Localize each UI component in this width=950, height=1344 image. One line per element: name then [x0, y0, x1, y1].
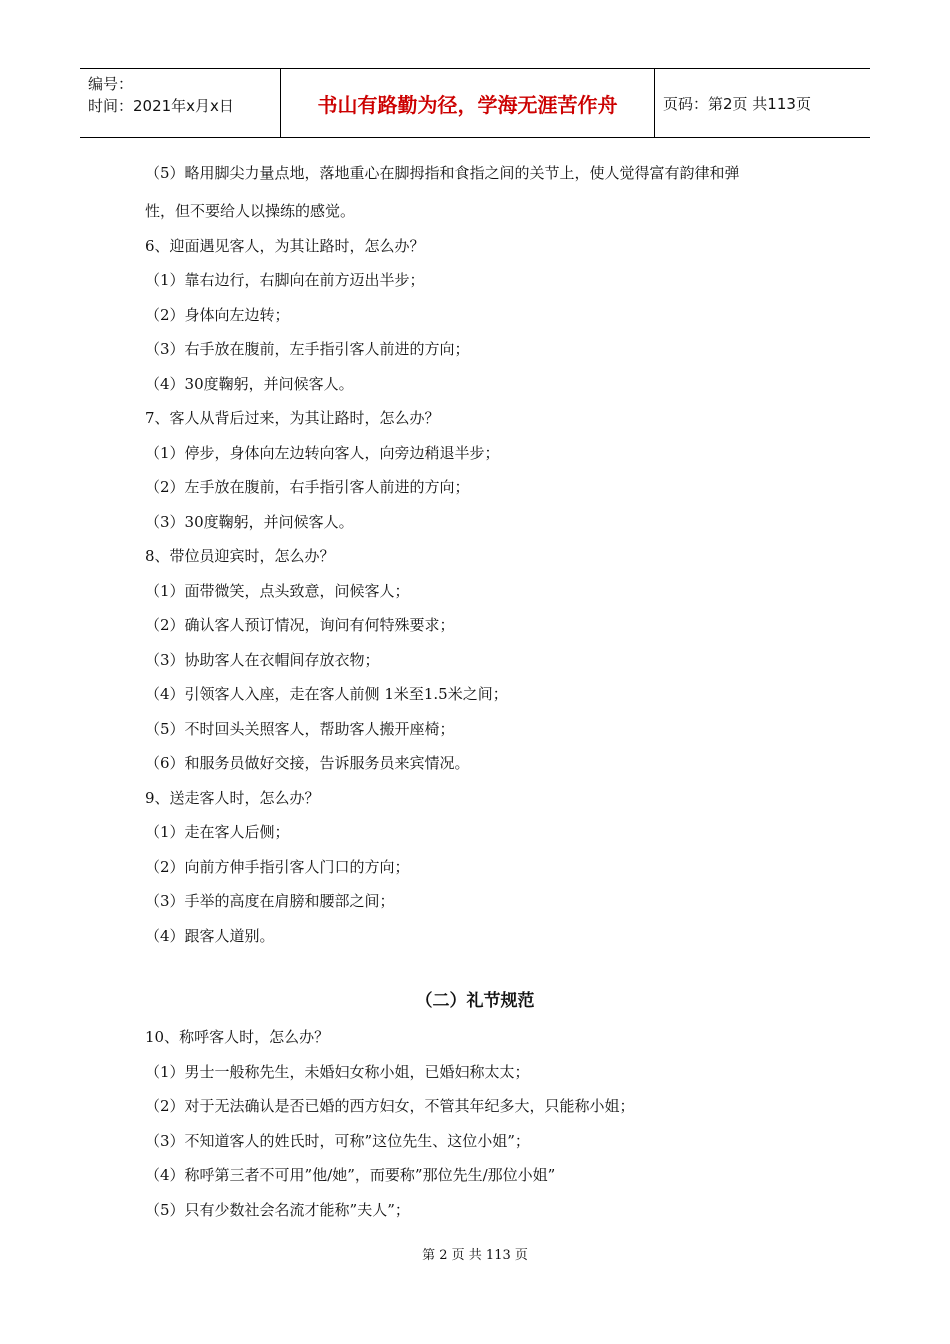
text-line: 9、送走客人时，怎么办？ [145, 788, 320, 807]
text-line: （1）男士一般称先生，未婚妇女称小姐，已婚妇称太太； [145, 1062, 530, 1081]
text-line: 7、客人从背后过来，为其让路时，怎么办？ [145, 409, 440, 427]
text-line: （4）30度鞠躬，并问候客人。 [145, 374, 354, 393]
text-line: （6）和服务员做好交接，告诉服务员来宾情况。 [145, 754, 470, 772]
text-line: （2）身体向左边转； [145, 305, 290, 324]
header-number-label: 编号： [88, 75, 134, 93]
text-line: （5）略用脚尖力量点地，落地重心在脚拇指和食指之间的关节上，使人觉得富有韵律和弹 [145, 164, 740, 182]
text-line: （2）确认客人预订情况，询问有何特殊要求； [145, 616, 455, 634]
text-line: （4）称呼第三者不可用”他/她”，而要称”那位先生/那位小姐” [145, 1166, 556, 1184]
text-line: （4）引领客人入座，走在客人前侧 1米至1.5米之间； [145, 685, 508, 703]
text-line: （2）向前方伸手指引客人门口的方向； [145, 857, 410, 876]
text-line: （3）协助客人在衣帽间存放衣物； [145, 650, 380, 669]
body-text-b [145, 1022, 825, 1229]
text-line: （5）只有少数社会名流才能称”夫人”； [145, 1200, 410, 1219]
text-line: （3）右手放在腹前，左手指引客人前进的方向； [145, 340, 470, 358]
text-line: （3）30度鞠躬，并问候客人。 [145, 512, 354, 531]
text-line: （1）面带微笑，点头致意，问候客人； [145, 581, 410, 600]
section-title: （二）礼节规范 [415, 991, 535, 1011]
text-line: 6、迎面遇见客人，为其让路时，怎么办？ [145, 236, 425, 255]
text-line: （3）手举的高度在肩膀和腰部之间； [145, 892, 395, 910]
text-line: （2）左手放在腹前，右手指引客人前进的方向； [145, 478, 470, 496]
body-text-a [145, 158, 825, 955]
text-line: （2）对于无法确认是否已婚的西方妇女，不管其年纪多大，只能称小姐； [145, 1097, 635, 1115]
text-line: （5）不时回头关照客人，帮助客人搬开座椅； [145, 719, 455, 738]
text-line: （3）不知道客人的姓氏时，可称”这位先生、这位小姐”； [145, 1131, 530, 1150]
header-meta [80, 69, 281, 137]
text-line: 性，但不要给人以操练的感觉。 [145, 202, 356, 220]
header-time-label: 时间：2021年x月x日 [88, 97, 234, 115]
header-page-info: 页码：第2页 共113页 [663, 94, 811, 113]
text-line: （1）走在客人后侧； [145, 823, 290, 841]
text-line: 8、带位员迎宾时，怎么办？ [145, 547, 335, 565]
header-motto: 书山有路勤为径，学海无涯苦作舟 [281, 69, 655, 137]
page-header [80, 68, 870, 138]
text-line: （1）靠右边行，右脚向在前方迈出半步； [145, 271, 425, 289]
page-footer: 第 2 页 共 113 页 [422, 1248, 528, 1263]
text-line: （1）停步，身体向左边转向客人，向旁边稍退半步； [145, 443, 500, 462]
text-line: 10、称呼客人时，怎么办？ [145, 1028, 330, 1046]
text-line: （4）跟客人道别。 [145, 926, 275, 945]
